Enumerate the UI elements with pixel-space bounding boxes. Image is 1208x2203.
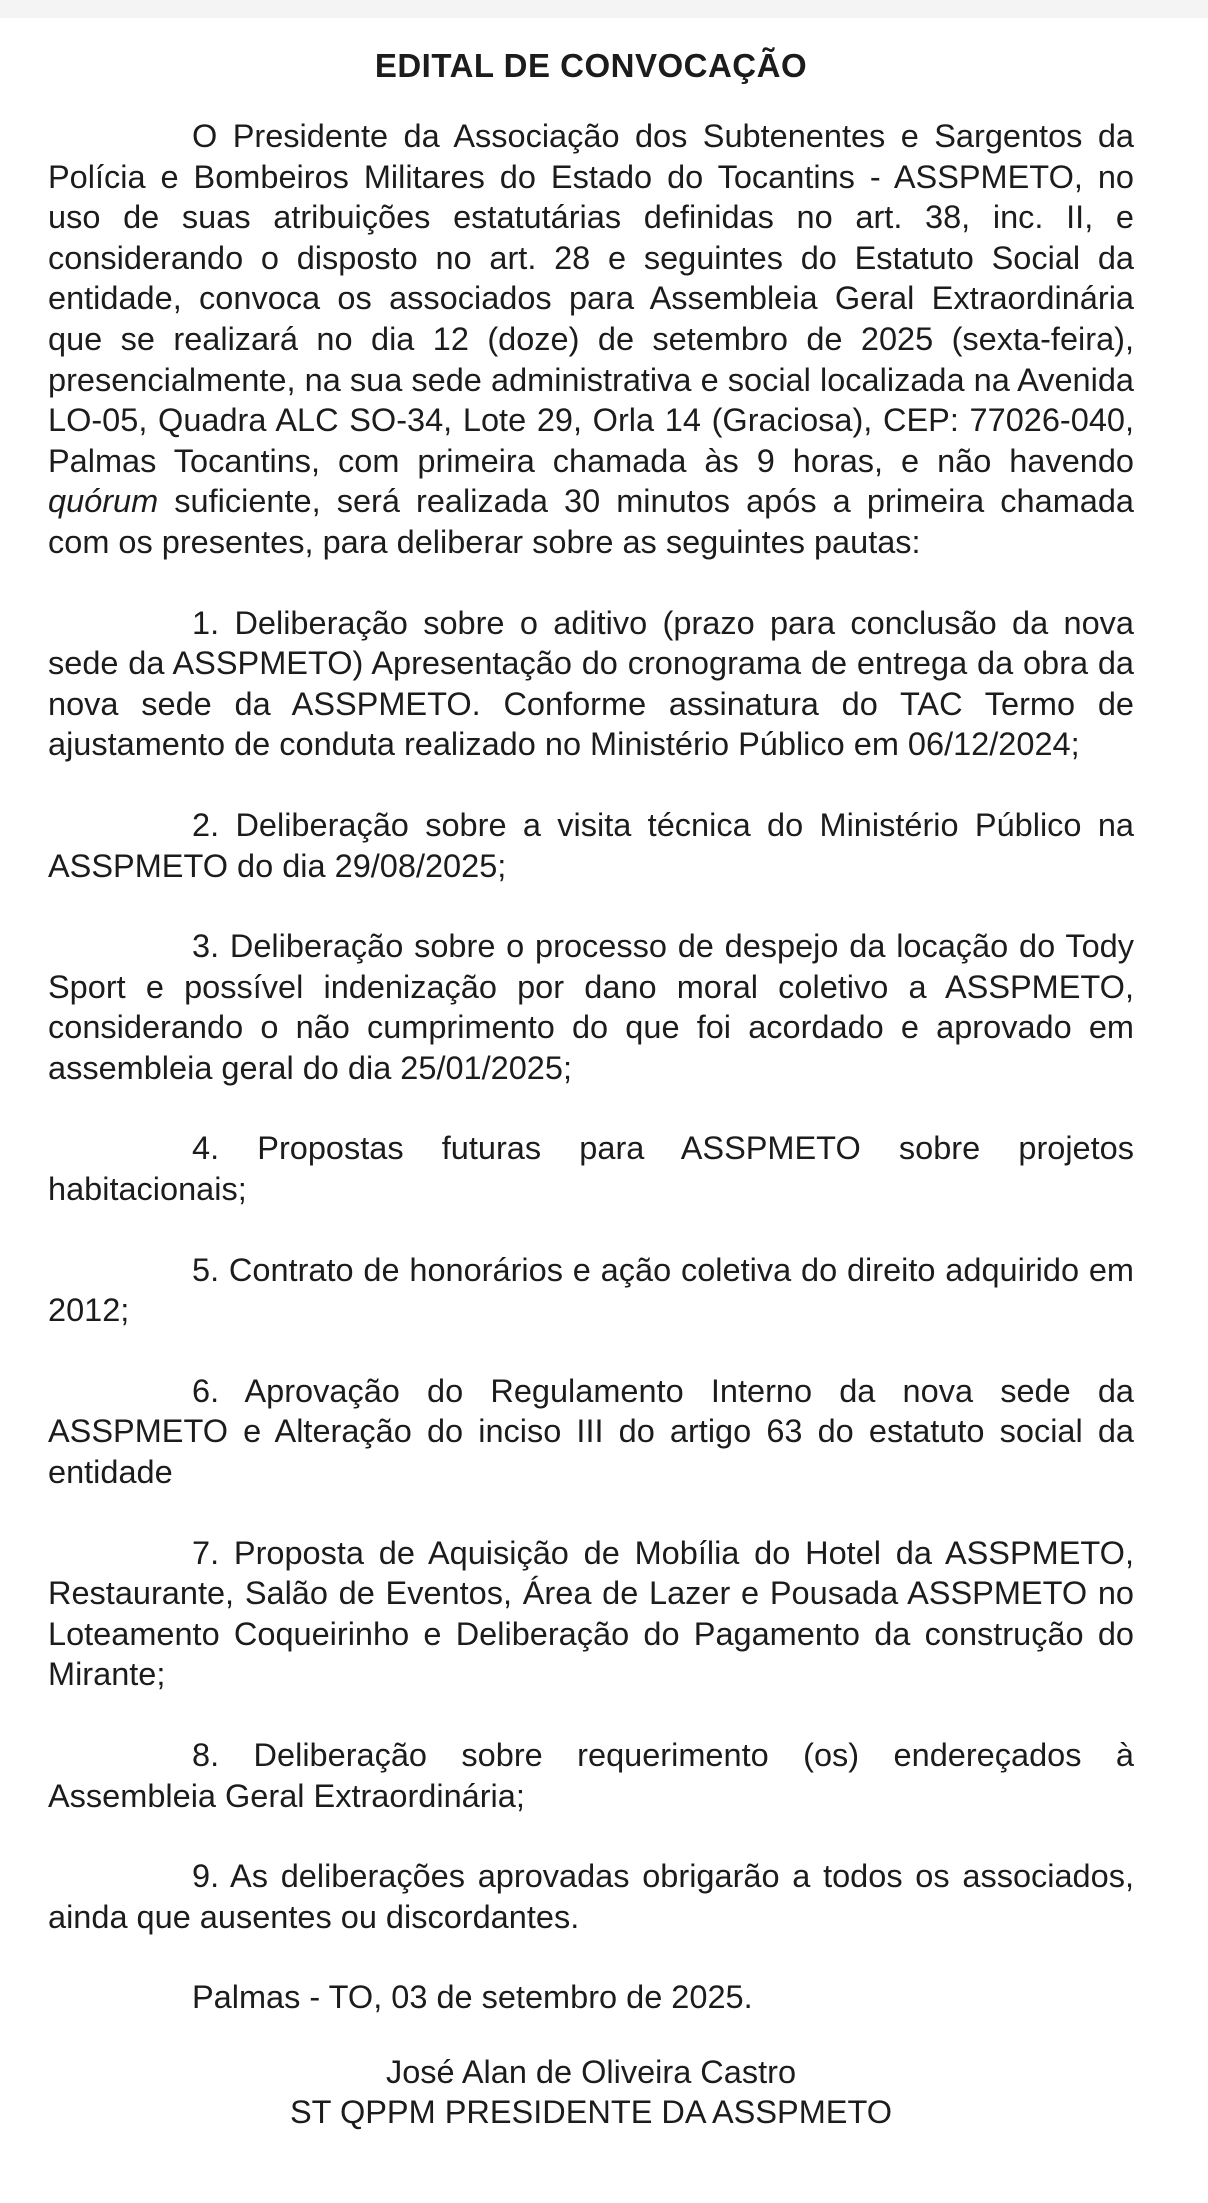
- top-strip: [0, 0, 1208, 18]
- agenda-item-9: 9. As deliberações aprovadas obrigarão a todos os associados, ainda que ausentes ou discordantes.: [48, 1858, 1134, 1935]
- intro-text-end: suficiente, será realizada 30 minutos após a primeira chamada com os presentes, para deliberar sobre as seguintes pautas:: [48, 483, 1134, 560]
- signatory-role: ST QPPM PRESIDENTE DA ASSPMETO: [289, 2093, 892, 2130]
- agenda-item-8: 8. Deliberação sobre requerimento (os) endereçados à Assembleia Geral Extraordinária;: [48, 1737, 1134, 1814]
- dateline: Palmas - TO, 03 de setembro de 2025.: [192, 1979, 753, 2016]
- agenda-item-2: 2. Deliberação sobre a visita técnica do Ministério Público na ASSPMETO do dia 29/08/2025;: [48, 806, 1134, 884]
- intro-italic-word: quórum: [48, 483, 159, 520]
- intro-text-start: O Presidente da Associação dos Subtenentes e Sargentos da Polícia e Bombeiros Militares do Estado do Tocantins - ASSPMETO, no uso de suas atribuições estatutárias definidas no art. 38, inc. II, e considerando o disposto no art. 28 e seguintes do Estatuto Social da entidade, convoca os associados para Assembleia Geral Extraordinária que se realizará no dia 12 (doze) de setembro de 2025 (sexta-feira), presencialmente, na sua sede administrativa e social localizada na Avenida LO-05, Quadra ALC SO-34, Lote 29, Orla 14 (Graciosa), CEP: 77026-040, Palmas Tocantins, com primeira chamada às 9 horas, e não havendo: [48, 118, 1134, 479]
- agenda-item-1: 1. Deliberação sobre o aditivo (prazo para conclusão da nova sede da ASSPMETO) Apresentação do cronograma de entrega da obra da nova sede da ASSPMETO. Conforme assinatura do TAC Termo de ajustamento de conduta realizado no Ministério Público em 06/12/2024;: [48, 604, 1134, 763]
- document-page: [48, 46, 1134, 2132]
- agenda-item-7: 7. Proposta de Aquisição de Mobília do Hotel da ASSPMETO, Restaurante, Salão de Eventos, Área de Lazer e Pousada ASSPMETO no Loteamento Coqueirinho e Deliberação do Pagamento da construção do Mirante;: [48, 1534, 1134, 1693]
- signatory-name: José Alan de Oliveira Castro: [385, 2053, 797, 2090]
- agenda-item-4: 4. Propostas futuras para ASSPMETO sobre projetos habitacionais;: [48, 1130, 1134, 1208]
- agenda-item-5: 5. Contrato de honorários e ação coletiva do direito adquirido em 2012;: [48, 1251, 1134, 1329]
- intro-paragraph: [48, 116, 1134, 563]
- agenda-item-6: 6. Aprovação do Regulamento Interno da nova sede da ASSPMETO e Alteração do inciso III do artigo 63 do estatuto social da entidade: [48, 1372, 1134, 1491]
- signature-block: [48, 2052, 1134, 2132]
- document-title: EDITAL DE CONVOCAÇÃO: [374, 47, 808, 84]
- agenda-item-3: 3. Deliberação sobre o processo de despejo da locação do Tody Sport e possível indenização por dano moral coletivo a ASSPMETO, considerando o não cumprimento do que foi acordado e aprovado em assembleia geral do dia 25/01/2025;: [48, 928, 1134, 1086]
